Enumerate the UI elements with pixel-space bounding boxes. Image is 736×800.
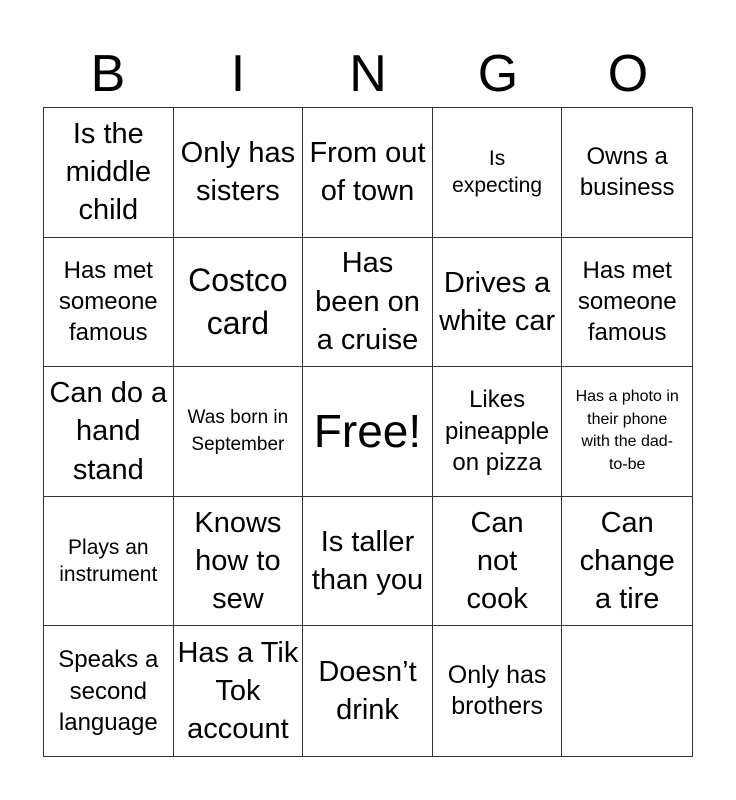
cell-text: Can change a tire [579,506,675,616]
cell-text: Only has sisters [180,137,296,208]
cell-text: Costco card [188,261,288,341]
bingo-cell-n2[interactable] [303,238,433,368]
bingo-header [43,44,693,104]
cell-text: Has a Tik Tok account [177,636,299,746]
cell-text: Has been on a cruise [315,247,420,357]
bingo-cell-o1[interactable] [562,108,692,238]
cell-text: Doesn’t drink [318,655,417,727]
cell-text: Has met someone famous [577,257,677,347]
bingo-cell-g2[interactable] [433,238,563,368]
cell-text: Speaks a second language [58,646,159,736]
cell-text: Plays an instrument [59,535,158,587]
bingo-cell-o5-empty[interactable] [562,626,692,756]
free-space-text: Free! [313,404,422,457]
cell-text: Owns a business [579,143,675,202]
bingo-cell-g1[interactable] [433,108,563,238]
header-letter-o: O [607,45,649,103]
cell-text: Drives a white car [439,266,556,337]
header-letter-b: B [90,45,126,103]
bingo-cell-i3[interactable] [174,367,304,497]
bingo-cell-i2[interactable] [174,238,304,368]
cell-text: Can not cook [466,506,528,616]
cell-text: Knows how to sew [194,506,282,616]
bingo-cell-b3[interactable] [44,367,174,497]
bingo-cell-g3[interactable] [433,367,563,497]
bingo-cell-free[interactable] [303,367,433,497]
cell-text: Has a photo in their phone with the dad-to-be [575,388,679,474]
cell-text: Was born in September [187,406,289,456]
cell-text: Is taller than you [311,525,424,597]
bingo-card [43,107,693,757]
cell-text: Only has brothers [447,661,547,721]
cell-text: Is the middle child [65,117,152,227]
bingo-cell-b2[interactable] [44,238,174,368]
bingo-cell-i5[interactable] [174,626,304,756]
bingo-cell-b5[interactable] [44,626,174,756]
header-letter-i: I [230,45,246,103]
header-letter-n: N [349,45,387,103]
bingo-cell-b4[interactable] [44,497,174,627]
bingo-cell-n5[interactable] [303,626,433,756]
bingo-cell-b1[interactable] [44,108,174,238]
bingo-cell-o4[interactable] [562,497,692,627]
cell-text: Likes pineapple on pizza [445,385,550,477]
cell-text: Can do a hand stand [49,377,168,486]
cell-text: Has met someone famous [58,257,158,347]
bingo-cell-o2[interactable] [562,238,692,368]
bingo-cell-o3[interactable] [562,367,692,497]
cell-text: From out of town [309,137,426,208]
bingo-cell-i1[interactable] [174,108,304,238]
bingo-cell-n4[interactable] [303,497,433,627]
header-letter-g: G [477,45,519,103]
cell-text: Is expecting [452,147,543,198]
bingo-cell-g5[interactable] [433,626,563,756]
bingo-cell-g4[interactable] [433,497,563,627]
bingo-cell-n1[interactable] [303,108,433,238]
bingo-cell-i4[interactable] [174,497,304,627]
